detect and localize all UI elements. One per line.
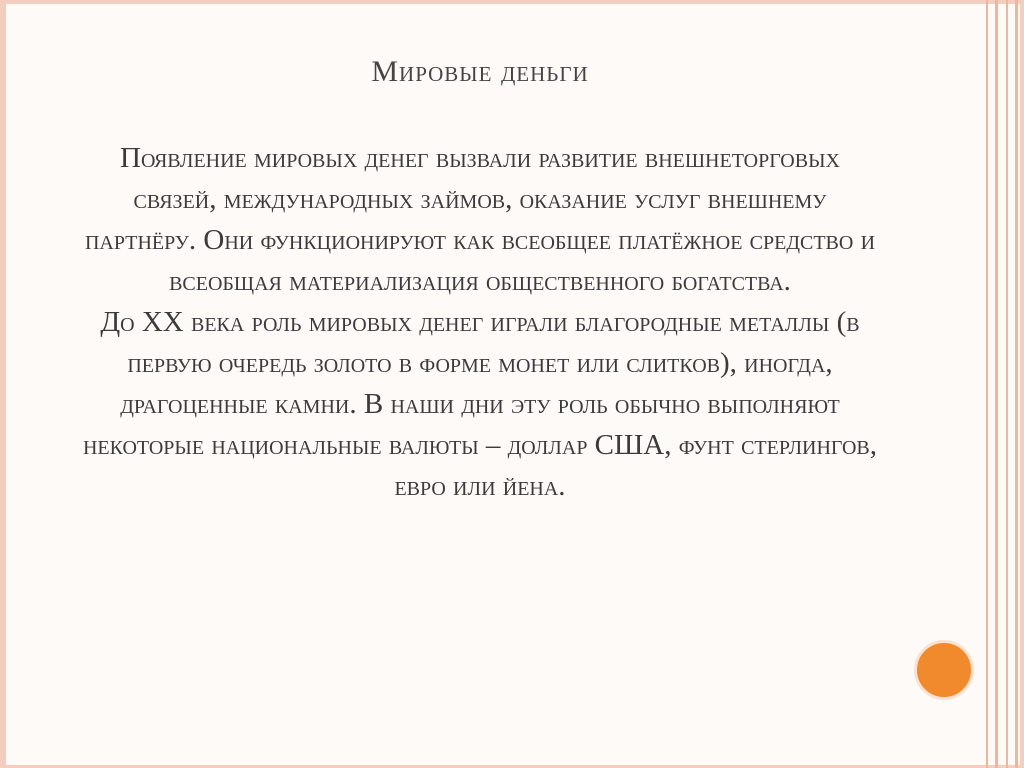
slide-title: Мировые деньги (371, 55, 589, 88)
paragraph-1: Появление мировых денег вызвали развитие внешнеторговых связей, международных займов, оказание услуг внешнему партнёру. Они функционируют как всеобщее платёжное средство и всеобщая материализация общественного богатства. (84, 142, 876, 297)
orange-circle-icon (914, 640, 974, 700)
slide-body (80, 138, 880, 507)
paragraph-2: До XX века роль мировых денег играли благородные металлы (в первую очередь золото в форме монет или слитков), иногда, драгоценные камни. В наши дни эту роль обычно выполняют некоторые национальные валюты – доллар США, фунт стерлингов, евро или йена. (82, 306, 878, 502)
